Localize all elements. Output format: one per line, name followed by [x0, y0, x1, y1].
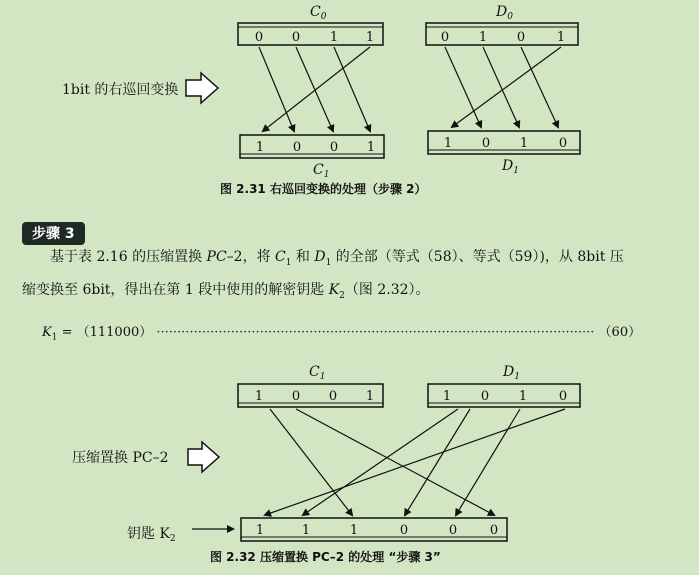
c1-bit: 0	[329, 140, 339, 155]
step-paragraph	[22, 244, 682, 310]
figure-2-32	[0, 345, 699, 575]
d-rotation-arrows	[445, 47, 561, 127]
rotate-label: 1bit 的右巡回变换	[62, 82, 179, 98]
pc2-arrows	[265, 409, 565, 515]
equation-lhs: K	[42, 325, 52, 340]
d1-bit: 1	[518, 389, 528, 404]
d1-bit: 1	[442, 389, 452, 404]
d0-bit: 0	[440, 30, 450, 45]
equation-number: （60）	[598, 325, 642, 340]
d0-bit: 1	[478, 30, 488, 45]
figure-caption: 图 2.32 压缩置换 PC–2 的处理 “步骤 3”	[210, 550, 441, 564]
d1-bit: 0	[558, 136, 568, 151]
c1-label: $C_1$	[313, 162, 330, 180]
k2-bit: 0	[489, 523, 499, 538]
c1-bit: 0	[291, 389, 301, 404]
step-badge: 步骤 3	[22, 222, 85, 245]
c1-bit: 0	[292, 140, 302, 155]
hollow-arrow-icon	[188, 442, 219, 472]
c0-bit: 0	[254, 30, 264, 45]
c0-bit: 1	[365, 30, 375, 45]
c1-bit: 0	[328, 389, 338, 404]
c1-label: $C_1$	[309, 364, 326, 382]
d1-bit: 0	[480, 389, 490, 404]
paragraph-line: 基于表 2.16 的压缩置换 PC–2，将 $C_1$ 和 $D_1$ 的全部（等式（58）、等式（59）)，从 8bit 压	[50, 249, 624, 268]
equation-60: $K_1 = (111000)$ ·········································································································· （60）	[42, 325, 642, 343]
hollow-arrow-icon	[186, 73, 218, 103]
d0-register	[426, 23, 578, 45]
paragraph-line: 缩变换至 6bit，得出在第 1 段中使用的解密钥匙 $K_2$（图 2.32）。	[22, 281, 430, 301]
d1-bit: 1	[519, 136, 529, 151]
d1-label: $D_1$	[503, 364, 520, 382]
d0-label: $D_0$	[496, 4, 513, 22]
c1-bit: 1	[366, 140, 376, 155]
k2-bit: 0	[399, 523, 409, 538]
k2-bit: 1	[301, 523, 311, 538]
d0-bit: 0	[516, 30, 526, 45]
c1-register	[238, 384, 383, 407]
c1-bit: 1	[255, 140, 265, 155]
c0-register	[238, 23, 383, 45]
d1-label: $D_1$	[502, 158, 519, 176]
d1-bit: 1	[443, 136, 453, 151]
key-label: 钥匙 $K_2$	[127, 526, 176, 544]
pc2-label: 压缩置换 PC–2	[72, 450, 169, 466]
d1-bit: 0	[481, 136, 491, 151]
figure-2-31	[0, 0, 699, 205]
c0-label: $C_0$	[310, 4, 327, 22]
c1-bit: 1	[365, 389, 375, 404]
c1-register	[240, 135, 384, 158]
d1-register	[428, 384, 580, 407]
k2-bit: 1	[349, 523, 359, 538]
c1-bit: 1	[254, 389, 264, 404]
d1-register	[428, 131, 580, 154]
figure-caption: 图 2.31 右巡回变换的处理（步骤 2）	[220, 182, 427, 196]
equation-rhs: = （111000）	[57, 325, 153, 340]
k2-register	[241, 518, 507, 541]
c0-bit: 0	[291, 30, 301, 45]
k2-bit: 1	[255, 523, 265, 538]
k2-bit: 0	[448, 523, 458, 538]
d0-bit: 1	[556, 30, 566, 45]
d1-bit: 0	[558, 389, 568, 404]
c0-bit: 1	[329, 30, 339, 45]
c-rotation-arrows	[259, 47, 370, 131]
